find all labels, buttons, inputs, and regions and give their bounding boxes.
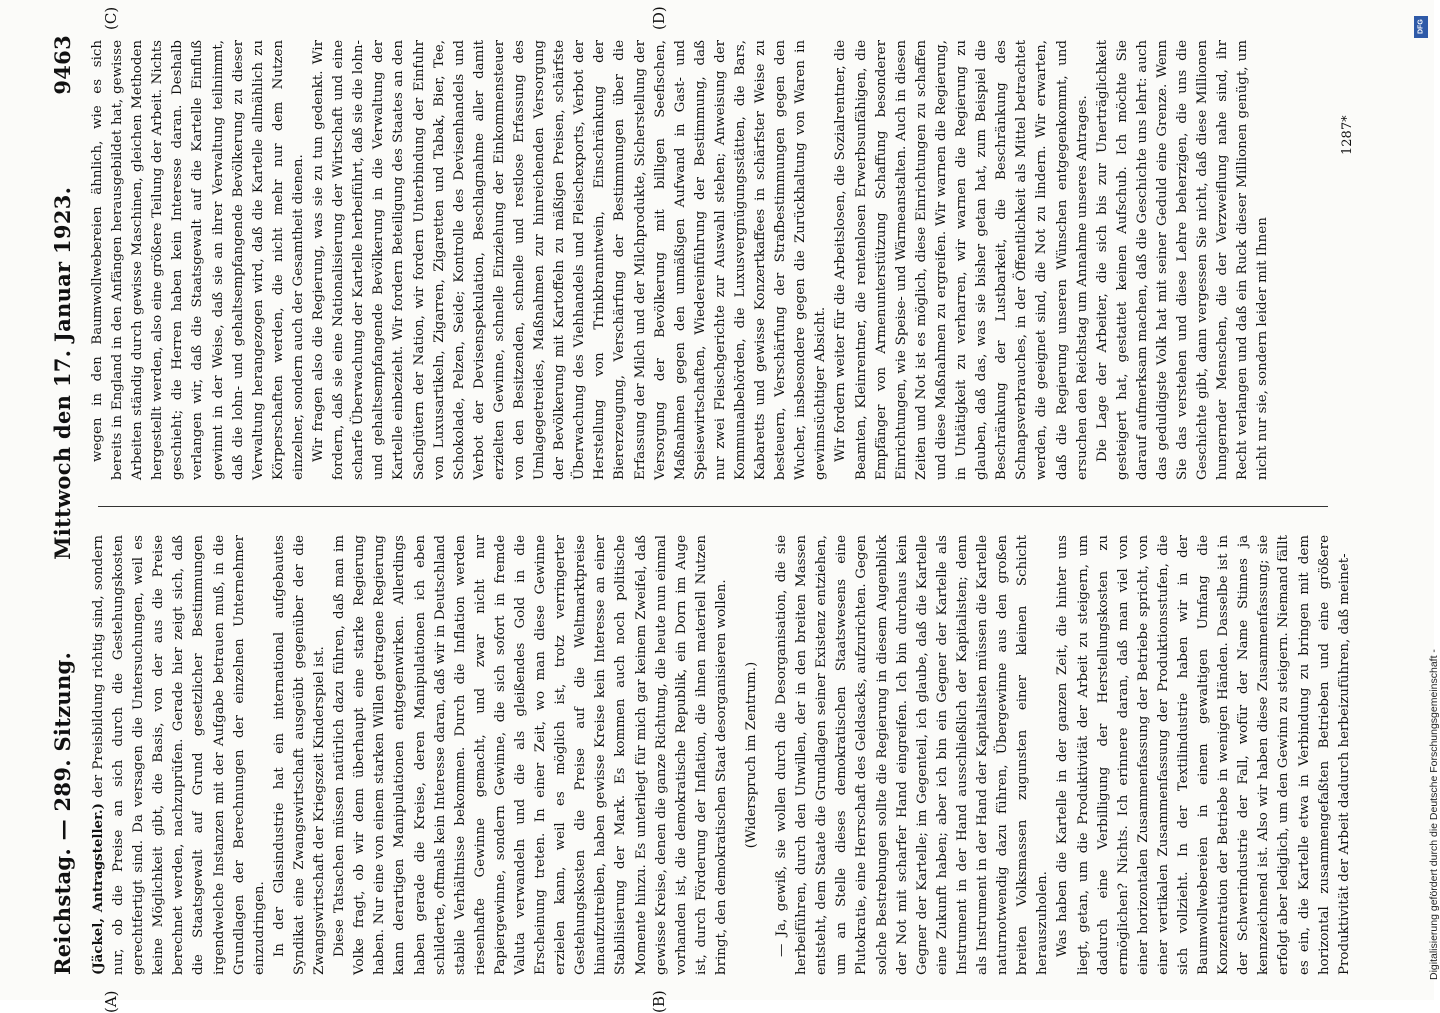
paragraph-text: Die Lage der Arbeiter, die sich bis zur Unerträglichkeit gesteigert hat, gestattet keinen Aufschub. Ich möchte Sie darauf aufmerksam machen, daß die Geschichte uns lehrt: auch das geduldigste Volk hat mit seiner Geduld eine Grenze. Wenn Sie das verstehen und diese Lehre beherzigen, die uns die Geschichte gibt, dann vergessen Sie nicht, daß diese Millionen hungernder Menschen, die der Verzweiflung nahe sind, ihr Recht verlangen und daß ein Ruck dieser Millionen genügt, um nicht nur sie, sondern leider mit Ihnen bbox=[1094, 40, 1271, 480]
paragraph bbox=[270, 535, 330, 975]
column-right bbox=[88, 40, 1318, 480]
dfg-logo bbox=[1414, 16, 1428, 38]
speaker-label: (Jäckel, Antragsteller.) bbox=[90, 803, 106, 975]
interjection: (Widerspruch im Zentrum.) bbox=[744, 661, 759, 849]
paragraph bbox=[330, 535, 732, 975]
column-divider bbox=[98, 506, 1328, 507]
header-date: Mittwoch den 17. Januar 1923. bbox=[49, 186, 75, 560]
paragraph bbox=[1053, 535, 1354, 975]
paragraph bbox=[831, 40, 1092, 480]
margin-marker-b: (B) bbox=[650, 990, 668, 1013]
paragraph-text: Diese Tatsachen müssen natürlich dazu führen, daß man im Volke fragt, ob wir denn überhaupt eine starke Regierung haben. Nur eine von einem starken Willen getragene Regierung kann derartigen Manipulationen entgegenwirken. Allerdings haben gerade die Kreise, deren Manipulationen ich eben schilderte, oftmals kein Interesse daran, daß wir in Deutschland stabile Verhältnisse bekommen. Durch die Inflation werden riesenhafte Gewinne gemacht, und zwar nicht nur Papiergewinne, sondern Gewinne, die sich sofort in fremde Valuta verwandeln und die als gleißendes Gold in die Erscheinung treten. In einer Zeit, wo man diese Gewinne erzielen kann, weil es möglich ist, trotz verringerter Gestehungskosten die Preise auf die Weltmarktpreise hinaufzutreiben, haben gewisse Kreise kein Interesse an einer Stabilisierung der Mark. Es kommen auch noch politische Momente hinzu. Es unterliegt für mich gar keinem Zweifel, daß gewisse Kreise, denen die ganze Richtung, die heute nun einmal vorhanden ist, die demokratische Republik, ein Dorn im Auge ist, durch Förderung der Inflation, die ihnen materiell Nutzen bringt, den demokratischen Staat desorganisieren wollen. bbox=[332, 535, 729, 975]
page-header bbox=[40, 35, 84, 975]
paragraph bbox=[1093, 40, 1274, 480]
digitization-note bbox=[1428, 10, 1440, 980]
paragraph-text: Wir fragen also die Regierung, was sie zu tun gedenkt. Wir fordern, daß sie eine Nationalisierung der Wirtschaft und eine scharfe Überwachung der Kartelle herbeiführt, daß sie die lohn- und gehaltsempfangende Bevölkerung in die Verwaltung der Kartelle einbezieht. Wir fordern Beteiligung des Staates an den Sachgütern der Nation, wir fordern Unterbindung der Einfuhr von Luxusartikeln, Zigarren, Zigaretten und Tabak, Bier, Tee, Schokolade, Pelzen, Seide; Kontrolle des Devisenhandels und Verbot der Devisenspekulation, Beschlagnahme aller damit erzielten Gewinne, schnelle Einziehung der Einkommensteuer von den Besitzenden, schnelle und restlose Erfassung des Umlagegetreides, Maßnahmen zur hinreichenden Versorgung der Bevölkerung mit Kartoffeln zu mäßigen Preisen, schärfste Überwachung des Viehhandels und Fleischexports, Verbot der Herstellung von Trinkbranntwein, Einschränkung der Biererzeugung, Verschärfung der Bestimmungen über die Erfassung der Milch und der Milchprodukte, Sicherstellung der Versorgung der Bevölkerung mit billigen Seefischen, Maßnahmen gegen den unmäßigen Aufwand in Gast- und Speisewirtschaften, Wiedereinführung der Bestimmung, daß nur zwei Fleischgerichte zur Auswahl stehen; Anweisung der Kommunalbehörden, die Luxusvergnügungsstätten, die Bars, Kabaretts und gewisse Konzertkaffees in schärfster Weise zu besteuern, Verschärfung der Strafbestimmungen gegen den Wucher, insbesondere gegen die Zurückhaltung von Waren in gewinnsüchtiger Absicht. bbox=[311, 40, 829, 480]
digitization-sidebar bbox=[1410, 8, 1440, 988]
rotated-page-content bbox=[40, 6, 1400, 1013]
paragraph bbox=[88, 40, 309, 480]
paragraph bbox=[88, 535, 270, 975]
paragraph-text: der Preisbildung richtig sind, sondern nur, ob die Preise an sich durch die Gestehungskosten gerechtfertigt sind. Da versagen die Untersuchungen, weil es keine Möglichkeit gibt, die Basis, von der aus die Preise berechnet werden, nachzuprüfen. Gerade hier zeigt sich, daß die Staatsgewalt auf Grund gesetzlicher Bestimmungen irgendwelche Instanzen mit der Aufgabe betrauen muß, in die Grundlagen der Berechnungen der einzelnen Unternehmer einzudringen. bbox=[91, 535, 267, 975]
paragraph bbox=[309, 40, 831, 480]
margin-marker-a: (A) bbox=[102, 990, 120, 1013]
margin-marker-d: (D) bbox=[650, 6, 668, 30]
paragraph-text: Wir fordern weiter für die Arbeitslosen, die Sozialrentner, die Beamten, Kleinrentner, die rentenlosen Erwerbsunfähigen, die Empfänger von Armenunterstützung Schaffung besonderer Einrichtungen, wie Speise- und Wärmeanstalten. Auch in diesen Zeiten und Not ist es möglich, diese Einrichtungen zu schaffen und diese Maßnahmen zu ergreifen. Wir warnen die Regierung, in Untätigkeit zu verharren, wir warnen die Regierung zu glauben, daß das, was sie bisher getan hat, zum Beispiel die Beschränkung der Lustbarkeit, die Beschränkung des Schnapsverbrauches, in der Öffentlichkeit als Mittel betrachtet werden, die geeignet sind, die Not zu lindern. Wir erwarten, daß die Regierung unseren Wünschen entgegenkommt, und ersuchen den Reichstag um Annahme unseres Antrages. bbox=[833, 40, 1090, 480]
header-left: Reichstag. — 289. Sitzung. bbox=[49, 651, 75, 975]
dfg-logo-text: DFG bbox=[1417, 19, 1425, 35]
margin-marker-c: (C) bbox=[102, 6, 120, 30]
paragraph-text: wegen in den Baumwollwebereien ähnlich, wie es sich bereits in England in den Anfängen herausgebildet hat, gewisse Arbeiten ständig durch gewisse Maschinen, gleichen Methoden hergestellt werden, also eine größere Teilung der Arbeit. Nichts geschieht; die Herren haben kein Interesse daran. Deshalb verlangen wir, daß die Staatsgewalt auf die Kartelle Einfluß gewinnt in der Weise, daß sie an ihrer Verwaltung teilnimmt, daß die lohn- und gehaltsempfangende Bevölkerung zu dieser Verwaltung herangezogen wird, daß die Kartelle allmählich zu Körperschaften werden, die nicht mehr nur dem Nutzen einzelner, sondern auch der Gesamtheit dienen. bbox=[90, 40, 306, 480]
page-footer: 1287* bbox=[1340, 115, 1355, 155]
column-left bbox=[88, 534, 1352, 975]
page-number: 9463 bbox=[49, 35, 75, 95]
paragraph-text: In der Glasindustrie hat ein international aufgebautes Syndikat eine Zwangswirtschaft ausgeübt gegenüber der die Zwangswirtschaft der Kriegszeit Kinderspiel ist. bbox=[271, 535, 328, 975]
paragraph bbox=[772, 535, 1053, 975]
paragraph-text: — Ja, gewiß, sie wollen durch die Desorganisation, die sie herbeiführen, durch den Unwillen, der in den breiten Massen entsteht, dem Staate die Grundlagen seiner Existenz entziehen, um an Stelle dieses demokratischen Staatswesens eine Plutokratie, eine Herrschaft des Geldsacks, aufzurichten. Gegen solche Bestrebungen sollte die Regierung in diesem Augenblick der Not mit scharfer Hand eingreifen. Ich bin durchaus kein Gegner der Kartelle; im Gegenteil, ich glaube, daß die Kartelle eine Zukunft haben; aber ich bin ein Gegner der Kartelle als Instrument in der Hand ausschließlich der Kapitalisten; denn als Instrument in der Hand der Kapitalisten müssen die Kartelle naturnotwendig dazu führen, Übergewinne aus den großen breiten Volksmassen zugunsten einer kleinen Schicht herauszuholen. bbox=[774, 535, 1051, 975]
digitization-text: Digitalisierung gefördert durch die Deutsche Forschungsgemeinschaft - bbox=[1428, 649, 1440, 980]
paragraph-text: Was haben die Kartelle in der ganzen Zeit, die hinter uns liegt, getan, um die Produktivität der Arbeit zu steigern, um dadurch eine Verbilligung der Herstellungskosten zu ermöglichen? Nichts. Ich erinnere daran, daß man viel von einer horizontalen Zusammenfassung der Betriebe spricht, von einer vertikalen Zusammenfassung der Produktionsstufen, die sich vollzieht. In der Textilindustrie haben wir in der Baumwollwebereien in einem gewaltigen Umfang die Konzentration der Betriebe in wenigen Händen. Dasselbe ist in der Schwerindustrie der Fall, wofür der Name Stinnes ja kennzeichnend ist. Also wir haben diese Zusammenfassung; sie erfolgt aber lediglich, um den Gewinn zu steigern. Niemand fällt es ein, die Kartelle etwa in Verbindung zu bringen mit dem horizontal zusammengefaßten Betrieben und eine größere Produktivität der Arbeit dadurch herbeizuführen, daß meinet- bbox=[1055, 534, 1352, 975]
